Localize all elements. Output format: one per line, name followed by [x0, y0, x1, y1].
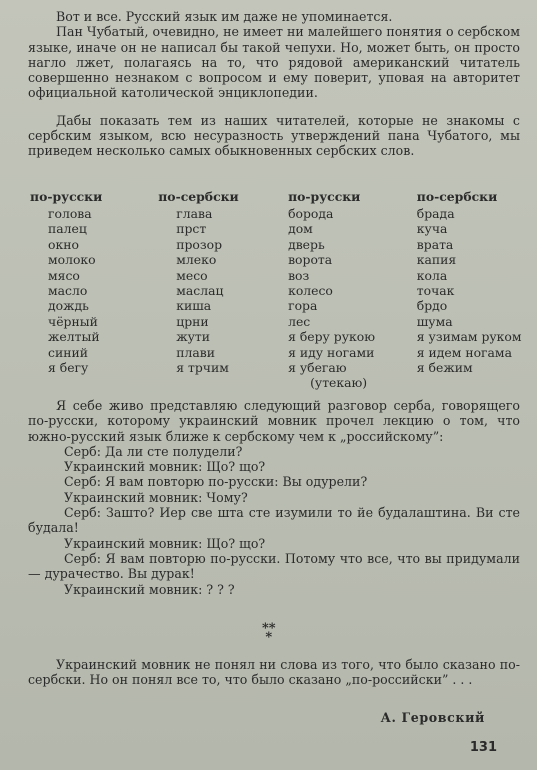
table-row — [30, 360, 537, 375]
table-cell: колесо — [288, 283, 333, 299]
table-row — [30, 329, 537, 344]
table-cell: брдо — [416, 298, 448, 314]
intro-block — [28, 9, 520, 159]
table-cell: борода — [288, 206, 334, 221]
column-header: по-русски — [30, 189, 103, 204]
dialogue-line: Серб: Да ли сте полудели? — [64, 443, 243, 459]
table-cell: маслац — [176, 283, 224, 299]
table-cell: я бежим — [416, 360, 473, 376]
table-cell: месо — [176, 267, 208, 283]
table-cell: лес — [288, 313, 311, 329]
table-cell — [417, 375, 537, 390]
story-block — [28, 398, 520, 597]
table-cell: я иду ногами — [288, 344, 375, 360]
table-cell: врата — [416, 236, 454, 252]
table-cell: я идем ногама — [416, 344, 512, 360]
closing-paragraph: Украинский мовник не понял ни слова из того, что было сказано по-сербски. Но он понял все то, что было сказано „по-российски” . . . — [28, 657, 520, 688]
intro-paragraph-2: Пан Чубатый, очевидно, не имеет ни малейшего понятия о сербском языке, иначе он не написал бы такой чепухи. Но, может быть, он просто нагло лжет, полагаясь на то, что рядовой американский читатель совершенно незнаком с вопросом и ему поверит, уповая на авторитет официальной католической энциклопедии. — [28, 24, 520, 101]
table-cell: я трчим — [176, 360, 229, 376]
table-row — [30, 283, 537, 298]
closing-block — [28, 657, 520, 688]
table-cell: (утекаю) — [310, 375, 368, 391]
table-row — [30, 206, 537, 221]
table-cell: црни — [176, 313, 209, 329]
table-row — [30, 375, 537, 390]
table-cell: млеко — [176, 252, 217, 268]
table-cell — [30, 375, 158, 390]
word-comparison-table — [30, 189, 537, 391]
table-cell: гора — [288, 298, 318, 314]
table-cell: дом — [288, 221, 313, 237]
table-cell: мясо — [48, 267, 80, 283]
column-header: по-русски — [288, 189, 361, 204]
table-cell: я беру рукою — [288, 329, 376, 345]
dialogue-line: Украинский мовник: Що? що? — [64, 535, 266, 551]
table-cell: окно — [48, 236, 79, 252]
table-row — [30, 237, 537, 252]
table-cell: брада — [416, 206, 455, 221]
table-cell: желтый — [48, 329, 100, 345]
table-cell: ворота — [288, 252, 333, 268]
table-cell: воз — [288, 267, 310, 283]
dialogue-line: Серб: Я вам повторю по-русски: Вы одурели? — [64, 474, 368, 490]
table-cell: дверь — [288, 236, 325, 252]
table-cell: я узимам руком — [416, 329, 522, 345]
table-cell: шума — [416, 313, 453, 329]
table-cell: масло — [48, 283, 88, 299]
table-cell: прозор — [176, 236, 223, 252]
intro-paragraph-3: Дабы показать тем из наших читателей, которые не знакомы с сербским языком, всю несуразность утверждений пана Чубатого, мы приведем несколько самых обыкновенных сербских слов. — [28, 112, 520, 159]
dialogue-line: Украинский мовник: Що? що? — [64, 459, 266, 475]
dialogue-line: Украинский мовник: Чому? — [64, 489, 248, 505]
table-row — [30, 268, 537, 283]
table-cell: синий — [48, 344, 88, 360]
intro-paragraph-1: Вот и все. Русский язык им даже не упоминается. — [56, 9, 393, 24]
table-row — [30, 298, 537, 313]
table-row — [30, 345, 537, 360]
table-cell: молоко — [48, 252, 96, 268]
table-row — [30, 252, 537, 267]
table-cell: капия — [416, 252, 457, 268]
table-cell: голова — [48, 206, 92, 221]
table-cell: я бегу — [48, 360, 89, 376]
table-cell: точак — [416, 283, 455, 299]
dialogue-line: Серб: Я вам повторю по-русски. Потому что все, что вы придумали — дурачество. Вы дурак! — [28, 550, 520, 582]
table-row — [30, 314, 537, 329]
table-cell: глава — [176, 206, 213, 221]
page-number: 131 — [469, 740, 497, 755]
column-header: по-сербски — [416, 189, 498, 204]
table-header-row — [30, 189, 537, 206]
table-cell — [158, 375, 288, 390]
table-row — [30, 221, 537, 236]
table-cell: палец — [48, 221, 87, 237]
section-separator-asterisks: ** * — [262, 621, 276, 645]
table-cell: плави — [176, 344, 215, 360]
table-cell: кола — [416, 267, 448, 283]
table-cell: прст — [176, 221, 207, 237]
author-signature: А. Геровский — [380, 710, 485, 725]
table-cell: я убегаю — [288, 360, 347, 376]
table-cell: киша — [176, 298, 212, 314]
column-header: по-сербски — [158, 189, 239, 204]
dialogue-line: Украинский мовник: ? ? ? — [64, 581, 235, 597]
table-cell: дождь — [48, 298, 89, 314]
table-cell: куча — [416, 221, 448, 237]
table-cell: чёрный — [48, 313, 98, 329]
story-paragraph-1: Я себе живо представляю следующий разговор серба, говорящего по-русски, которому украинский мовник прочел лекцию о том, что южно-русский язык ближе к сербскому чем к „российскому”: — [28, 398, 520, 444]
dialogue-line: Серб: Зашто? Иер све шта сте изумили то йе будалаштина. Ви сте будала! — [28, 505, 520, 536]
table-cell: жути — [176, 329, 211, 345]
